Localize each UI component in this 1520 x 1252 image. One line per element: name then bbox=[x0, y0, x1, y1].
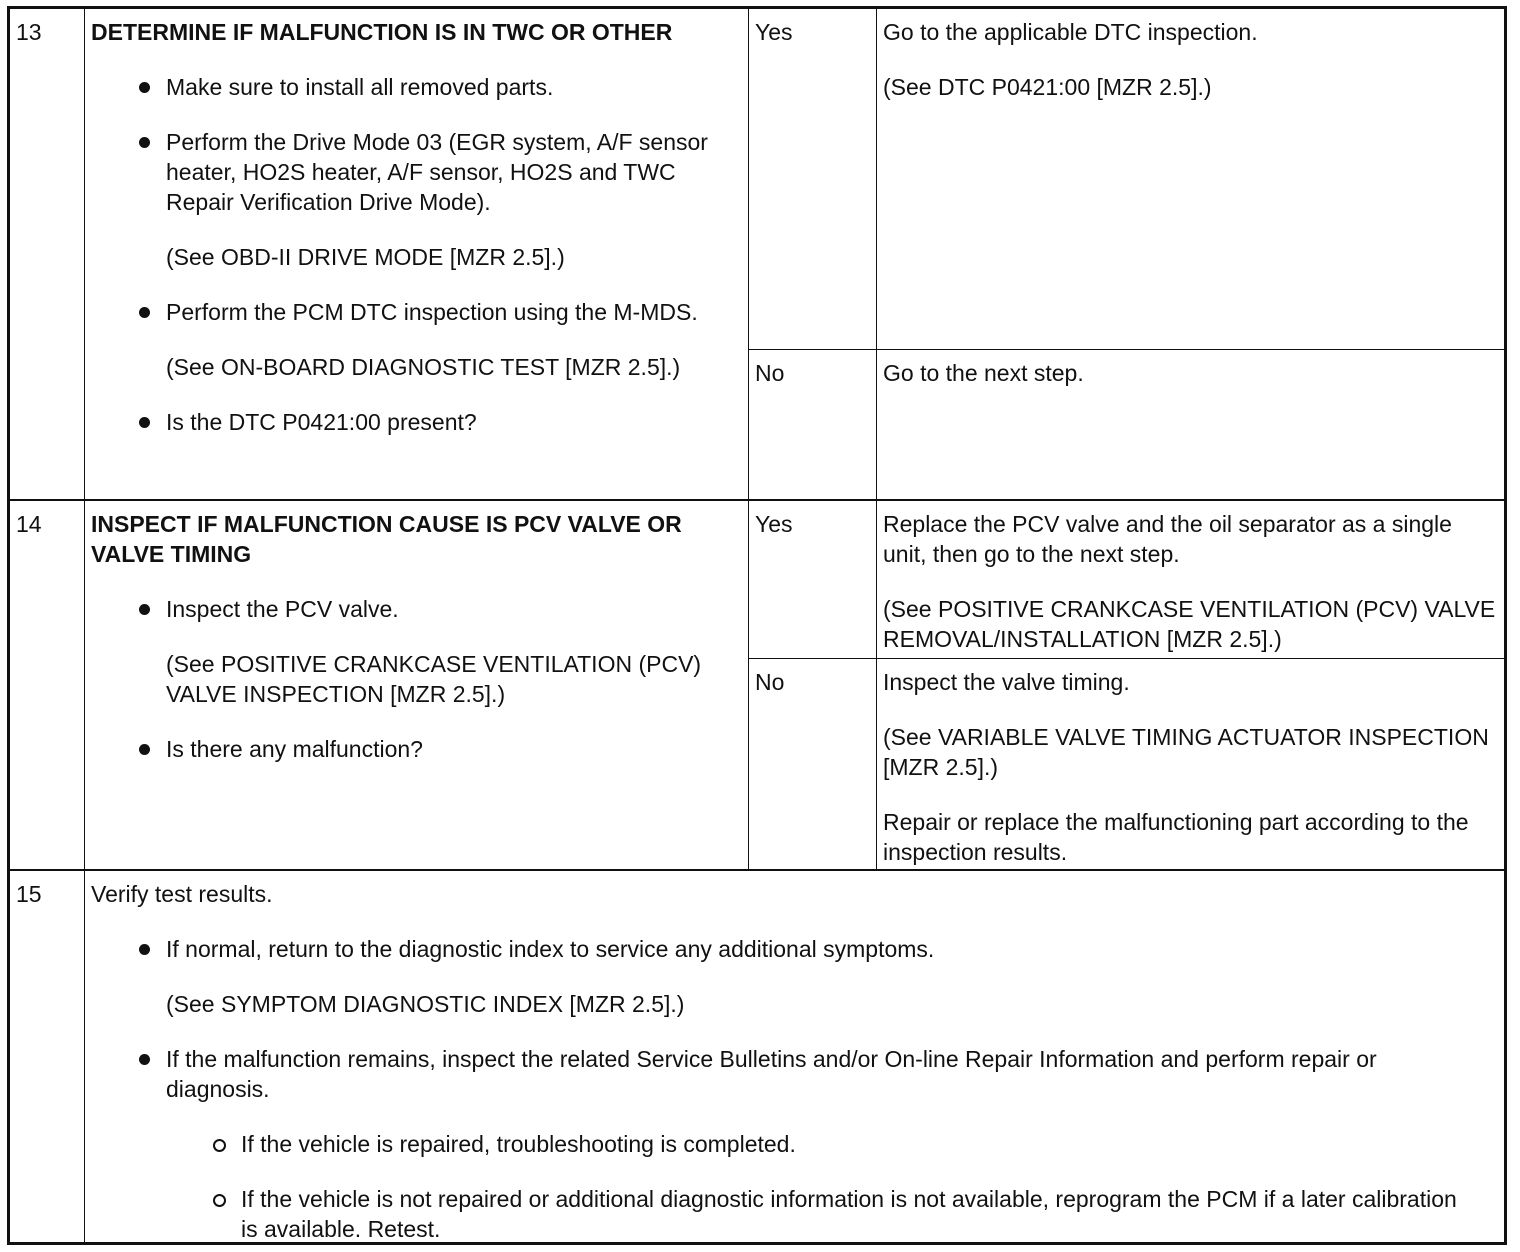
list-item: Is there any malfunction? bbox=[91, 734, 742, 764]
reference-note: (See DTC P0421:00 [MZR 2.5].) bbox=[883, 74, 1212, 100]
sub-list-item: If the vehicle is not repaired or additional diagnostic information is not available, reprogram the PCM if a later calibration is available. Retest. bbox=[91, 1184, 1464, 1244]
bullet-icon bbox=[139, 1054, 150, 1065]
step-13-row bbox=[10, 9, 1504, 499]
step-13-actions bbox=[876, 9, 1504, 499]
bullet-icon bbox=[139, 137, 150, 148]
sub-list-item: If the vehicle is repaired, troubleshooting is completed. bbox=[91, 1129, 1464, 1159]
bullet-icon bbox=[139, 417, 150, 428]
step-title: DETERMINE IF MALFUNCTION IS IN TWC OR OTHER bbox=[91, 19, 673, 45]
diagnostic-table bbox=[7, 6, 1507, 1245]
list-item: Perform the Drive Mode 03 (EGR system, A/F sensor heater, HO2S heater, A/F sensor, HO2S and TWC Repair Verification Drive Mode). bbox=[91, 127, 742, 217]
list-item: If normal, return to the diagnostic index to service any additional symptoms. bbox=[91, 934, 1464, 964]
step-13-results bbox=[748, 9, 876, 499]
action-text: Go to the applicable DTC inspection. bbox=[883, 19, 1258, 45]
yes-action bbox=[877, 9, 1504, 102]
hollow-bullet-icon bbox=[213, 1194, 226, 1207]
reference-note: (See SYMPTOM DIAGNOSTIC INDEX [MZR 2.5].) bbox=[166, 991, 685, 1017]
list-item: Make sure to install all removed parts. bbox=[91, 72, 742, 102]
list-item: If the malfunction remains, inspect the related Service Bulletins and/or On-line Repair Information and perform repair or diagnosis. bbox=[91, 1044, 1464, 1104]
step-14-actions bbox=[876, 501, 1504, 869]
reference-note: (See VARIABLE VALVE TIMING ACTUATOR INSPECTION [MZR 2.5].) bbox=[883, 724, 1489, 780]
bullet-icon bbox=[139, 82, 150, 93]
reference-note: (See OBD-II DRIVE MODE [MZR 2.5].) bbox=[166, 244, 565, 270]
no-action bbox=[877, 659, 1504, 867]
step-15-verification bbox=[84, 871, 1504, 1242]
step-15-row bbox=[10, 869, 1504, 1242]
step-title: Verify test results. bbox=[91, 881, 273, 907]
step-number: 13 bbox=[16, 19, 42, 45]
step-14-inspection bbox=[84, 501, 748, 869]
yes-label: Yes bbox=[755, 511, 793, 537]
step-14-results bbox=[748, 501, 876, 869]
list-item: Inspect the PCV valve. bbox=[91, 594, 742, 624]
step-number: 15 bbox=[16, 881, 42, 907]
bullet-icon bbox=[139, 604, 150, 615]
bullet-icon bbox=[139, 744, 150, 755]
bullet-icon bbox=[139, 944, 150, 955]
step-number: 14 bbox=[16, 511, 42, 537]
step-14-row bbox=[10, 499, 1504, 869]
no-label: No bbox=[755, 360, 785, 386]
hollow-bullet-icon bbox=[213, 1139, 226, 1152]
reference-note: (See ON-BOARD DIAGNOSTIC TEST [MZR 2.5].) bbox=[166, 354, 681, 380]
bullet-icon bbox=[139, 307, 150, 318]
list-item: Is the DTC P0421:00 present? bbox=[91, 407, 742, 437]
list-item: Perform the PCM DTC inspection using the M-MDS. bbox=[91, 297, 742, 327]
step-13-inspection bbox=[84, 9, 748, 499]
action-text: Inspect the valve timing. bbox=[883, 669, 1130, 695]
no-action: Go to the next step. bbox=[883, 360, 1084, 386]
no-label: No bbox=[755, 669, 785, 695]
yes-label: Yes bbox=[755, 19, 793, 45]
step-title: INSPECT IF MALFUNCTION CAUSE IS PCV VALVE OR VALVE TIMING bbox=[91, 511, 682, 567]
action-text: Repair or replace the malfunctioning part according to the inspection results. bbox=[883, 809, 1469, 865]
reference-note: (See POSITIVE CRANKCASE VENTILATION (PCV) VALVE INSPECTION [MZR 2.5].) bbox=[166, 651, 702, 707]
action-text: Replace the PCV valve and the oil separator as a single unit, then go to the next step. bbox=[883, 511, 1452, 567]
yes-action bbox=[877, 501, 1504, 654]
reference-note: (See POSITIVE CRANKCASE VENTILATION (PCV) VALVE REMOVAL/INSTALLATION [MZR 2.5].) bbox=[883, 596, 1496, 652]
